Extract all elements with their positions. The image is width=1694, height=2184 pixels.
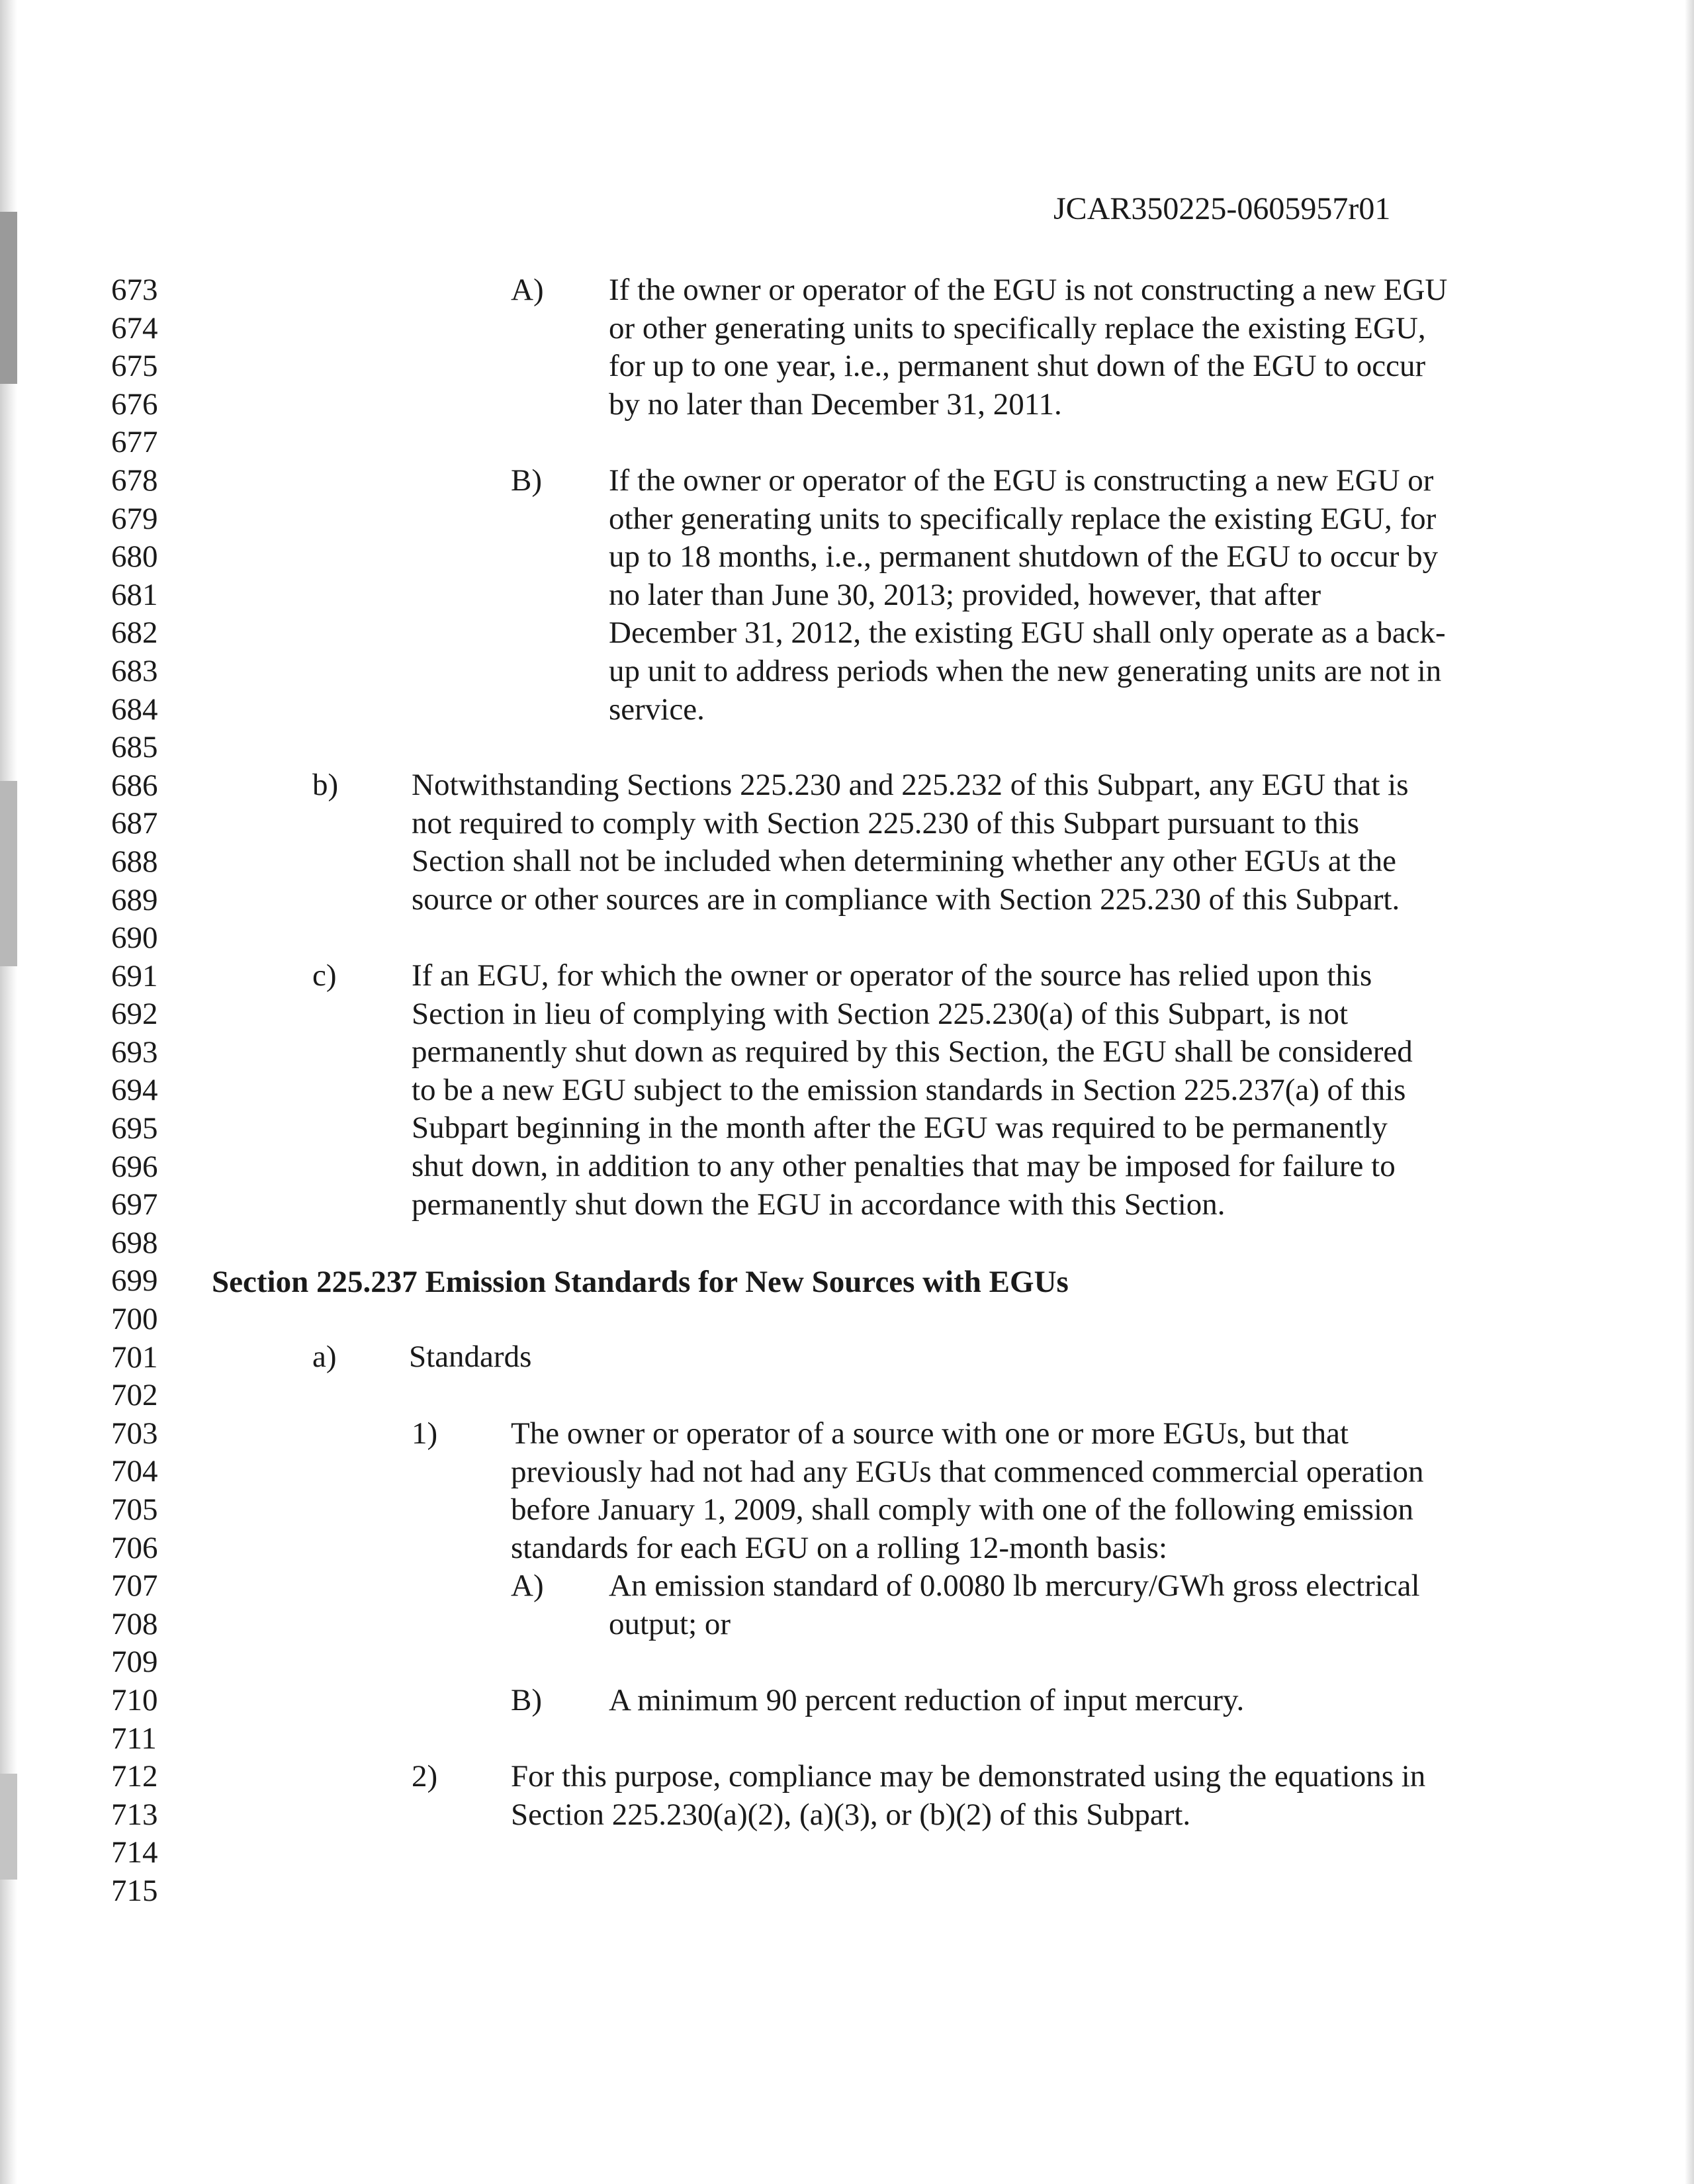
line-number: 681 <box>111 577 158 612</box>
text-line: by no later than December 31, 2011. <box>609 387 1062 422</box>
text-line: An emission standard of 0.0080 lb mercury/GWh gross electrical <box>609 1569 1420 1603</box>
line-number: 709 <box>111 1645 158 1680</box>
line-number: 711 <box>111 1721 157 1756</box>
document-code: JCAR350225-0605957r01 <box>1053 191 1391 226</box>
text-line: If the owner or operator of the EGU is constructing a new EGU or <box>609 463 1434 498</box>
scan-edge-left <box>0 0 17 2184</box>
subsection-title <box>409 1338 531 1377</box>
paragraph-2-compliance <box>511 1758 1425 1834</box>
line-number: 696 <box>111 1149 158 1184</box>
paragraph-b-notwithstanding <box>412 766 1409 919</box>
text-line: service. <box>609 692 705 727</box>
text-line: If the owner or operator of the EGU is not constructing a new EGU <box>609 273 1448 307</box>
text-line: other generating units to specifically replace the existing EGU, for <box>609 501 1437 536</box>
text-line: Subpart beginning in the month after the EGU was required to be permanently <box>412 1111 1388 1146</box>
scan-edge-right <box>1685 0 1694 2184</box>
item-label: A) <box>511 273 544 307</box>
line-number: 714 <box>111 1835 158 1870</box>
line-number: 705 <box>111 1492 158 1527</box>
line-number: 679 <box>111 501 158 536</box>
text-line: Section in lieu of complying with Section 225.230(a) of this Subpart, is not <box>412 996 1349 1031</box>
line-number: 684 <box>111 692 158 727</box>
line-number: 685 <box>111 730 158 765</box>
line-number: 695 <box>111 1111 158 1146</box>
scan-shadow <box>0 1774 17 1880</box>
text-line: December 31, 2012, the existing EGU shall only operate as a back- <box>609 615 1446 651</box>
text-line: permanently shut down as required by this Section, the EGU shall be considered <box>412 1034 1413 1069</box>
line-number: 700 <box>111 1302 158 1337</box>
line-number: 678 <box>111 463 158 498</box>
text-line: previously had not had any EGUs that commenced commercial operation <box>511 1454 1424 1489</box>
line-number: 701 <box>111 1340 158 1375</box>
item-label: 1) <box>412 1416 438 1451</box>
text-line: shut down, in addition to any other penalties that may be imposed for failure to <box>412 1148 1396 1183</box>
text-line: Section shall not be included when determining whether any other EGUs at the <box>412 844 1396 879</box>
paragraph-1-owner-obligation <box>511 1415 1424 1567</box>
line-number: 706 <box>111 1530 158 1565</box>
text-line: output; or <box>609 1606 731 1641</box>
paragraph-b-constructing <box>609 462 1446 729</box>
line-number: 682 <box>111 615 158 651</box>
item-label: B) <box>511 1683 542 1717</box>
text-line: The owner or operator of a source with one or more EGUs, but that <box>511 1416 1349 1451</box>
text-line: standards for each EGU on a rolling 12-month basis: <box>511 1530 1168 1565</box>
line-number: 673 <box>111 273 158 307</box>
text-line: or other generating units to specifically replace the existing EGU, <box>609 310 1426 345</box>
text-line: source or other sources are in compliance with Section 225.230 of this Subpart. <box>412 882 1400 917</box>
section-heading: Section 225.237 Emission Standards for New Sources with EGUs <box>212 1265 1069 1299</box>
text-line: For this purpose, compliance may be demonstrated using the equations in <box>511 1759 1426 1794</box>
line-number: 692 <box>111 997 158 1032</box>
line-number: 697 <box>111 1187 158 1222</box>
line-number: 687 <box>111 806 158 841</box>
item-label: a) <box>312 1340 337 1374</box>
text-line: for up to one year, i.e., permanent shut down of the EGU to occur <box>609 349 1426 384</box>
item-label: A) <box>511 1569 544 1603</box>
line-number: 677 <box>111 425 158 460</box>
line-number: 707 <box>111 1569 158 1604</box>
line-number: 683 <box>111 653 158 688</box>
line-number: 688 <box>111 844 158 879</box>
line-number: 713 <box>111 1797 158 1832</box>
line-number: 680 <box>111 539 158 574</box>
line-number: 699 <box>111 1263 158 1298</box>
paragraph-emission-standard <box>609 1567 1420 1643</box>
line-number: 676 <box>111 387 158 422</box>
line-number: 694 <box>111 1073 158 1108</box>
line-number: 710 <box>111 1682 158 1717</box>
item-label: 2) <box>412 1759 438 1794</box>
line-number: 690 <box>111 921 158 956</box>
text-line: not required to comply with Section 225.230 of this Subpart pursuant to this <box>412 805 1360 841</box>
line-number: 712 <box>111 1759 158 1794</box>
scan-shadow <box>0 212 17 384</box>
line-number: 704 <box>111 1454 158 1489</box>
line-number: 708 <box>111 1606 158 1641</box>
paragraph-c-not-shut-down <box>412 957 1413 1224</box>
line-number: 693 <box>111 1034 158 1069</box>
text-line: Standards <box>409 1340 532 1374</box>
text-line: If an EGU, for which the owner or operator of the source has relied upon this <box>412 958 1372 993</box>
item-label: c) <box>312 958 337 993</box>
line-number: 675 <box>111 349 158 384</box>
line-number: 686 <box>111 768 158 803</box>
paragraph-minimum-reduction <box>609 1682 1244 1720</box>
item-label: b) <box>312 768 339 802</box>
line-number: 674 <box>111 310 158 345</box>
line-number: 702 <box>111 1378 158 1413</box>
paragraph-a-not-constructing <box>609 271 1447 424</box>
text-line: permanently shut down the EGU in accordance with this Section. <box>412 1187 1226 1222</box>
text-line: Notwithstanding Sections 225.230 and 225.232 of this Subpart, any EGU that is <box>412 768 1409 802</box>
line-number: 715 <box>111 1873 158 1908</box>
text-line: A minimum 90 percent reduction of input mercury. <box>609 1683 1245 1717</box>
line-number: 691 <box>111 958 158 993</box>
scan-shadow <box>0 781 17 966</box>
text-line: before January 1, 2009, shall comply with one of the following emission <box>511 1492 1414 1527</box>
text-line: up to 18 months, i.e., permanent shutdown of the EGU to occur by <box>609 539 1439 574</box>
text-line: no later than June 30, 2013; provided, however, that after <box>609 577 1321 612</box>
text-line: Section 225.230(a)(2), (a)(3), or (b)(2) of this Subpart. <box>511 1797 1191 1832</box>
text-line: to be a new EGU subject to the emission standards in Section 225.237(a) of this <box>412 1072 1406 1107</box>
line-number: 698 <box>111 1225 158 1260</box>
line-number-column <box>111 271 158 1911</box>
line-number: 703 <box>111 1416 158 1451</box>
item-label: B) <box>511 463 542 498</box>
text-line: up unit to address periods when the new generating units are not in <box>609 653 1442 688</box>
line-number: 689 <box>111 882 158 917</box>
